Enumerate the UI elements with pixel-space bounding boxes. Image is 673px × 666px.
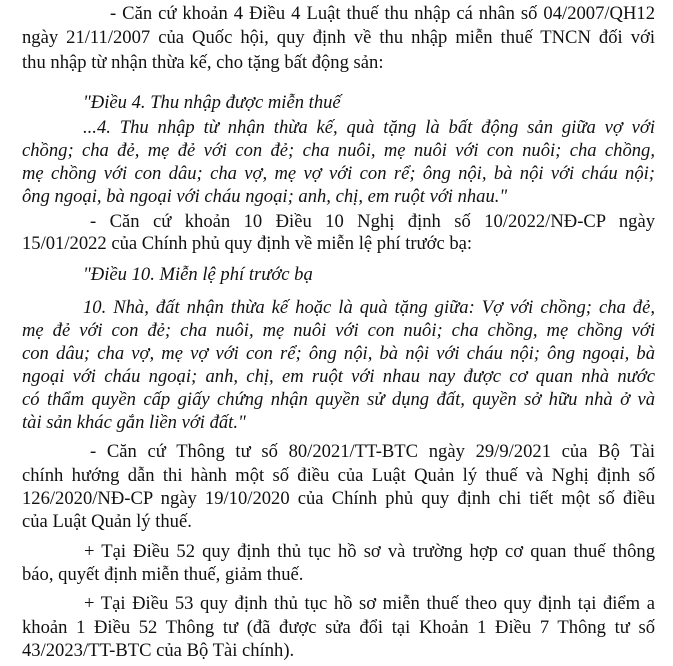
text-line: con dâu; cha vợ, mẹ vợ với con rể; ông nội, bà nội với cháu nội; ông ngoại, bà xyxy=(22,343,655,364)
text-line: - Căn cứ khoản 10 Điều 10 Nghị định số 10/2022/NĐ-CP ngày xyxy=(90,211,655,232)
text-line: ngoại với cháu ngoại; anh, chị, em ruột với nhau nay được cơ quan nhà nước xyxy=(22,366,655,387)
text-line: ngày 21/11/2007 của Quốc hội, quy định về thu nhập miễn thuế TNCN đối với xyxy=(22,27,655,48)
text-line: + Tại Điều 52 quy định thủ tục hồ sơ và trường hợp cơ quan thuế thông xyxy=(84,541,655,562)
text-line: ...4. Thu nhập từ nhận thừa kế, quà tặng là bất động sản giữa vợ với xyxy=(83,117,655,138)
text-line: chồng; cha đẻ, mẹ đẻ với con đẻ; cha nuôi, mẹ nuôi với con nuôi; cha chồng, xyxy=(22,140,655,161)
text-line: 10. Nhà, đất nhận thừa kế hoặc là quà tặng giữa: Vợ với chồng; cha đẻ, xyxy=(83,297,655,318)
text-line: 43/2023/TT-BTC của Bộ Tài chính). xyxy=(22,640,295,661)
text-line: báo, quyết định miễn thuế, giảm thuế. xyxy=(22,564,304,585)
text-line: mẹ chồng với con dâu; cha vợ, mẹ vợ với con rể; ông nội, bà nội với cháu nội; xyxy=(22,163,655,184)
text-line: "Điều 10. Miễn lệ phí trước bạ xyxy=(83,264,313,285)
text-line: tài sản khác gắn liền với đất." xyxy=(22,412,246,433)
text-line: mẹ đẻ với con đẻ; cha nuôi, mẹ nuôi với con nuôi; cha chồng, mẹ chồng với xyxy=(22,320,655,341)
text-line: chính hướng dẫn thi hành một số điều của Luật Quản lý thuế và Nghị định số xyxy=(22,465,655,486)
text-line: 15/01/2022 của Chính phủ quy định về miễn lệ phí trước bạ: xyxy=(22,233,473,254)
text-line: 126/2020/NĐ-CP ngày 19/10/2020 của Chính phủ quy định chi tiết một số điều xyxy=(22,488,655,509)
text-line: + Tại Điều 53 quy định thủ tục hồ sơ miễn thuế theo quy định tại điểm a xyxy=(84,593,655,614)
text-line: - Căn cứ khoản 4 Điều 4 Luật thuế thu nhập cá nhân số 04/2007/QH12 xyxy=(110,3,655,24)
text-line: khoản 1 Điều 52 Thông tư (đã được sửa đổi tại Khoản 1 Điều 7 Thông tư số xyxy=(22,617,655,638)
text-line: có thẩm quyền cấp giấy chứng nhận quyền sử dụng đất, quyền sở hữu nhà ở và xyxy=(22,389,655,410)
text-line: của Luật Quản lý thuế. xyxy=(22,511,192,532)
text-line: thu nhập từ nhận thừa kế, cho tặng bất động sản: xyxy=(22,52,384,73)
text-line: ông ngoại, bà ngoại với cháu ngoại; anh, chị, em ruột với nhau." xyxy=(22,186,508,207)
text-line: - Căn cứ Thông tư số 80/2021/TT-BTC ngày 29/9/2021 của Bộ Tài xyxy=(90,441,655,462)
text-line: "Điều 4. Thu nhập được miễn thuế xyxy=(83,92,341,113)
